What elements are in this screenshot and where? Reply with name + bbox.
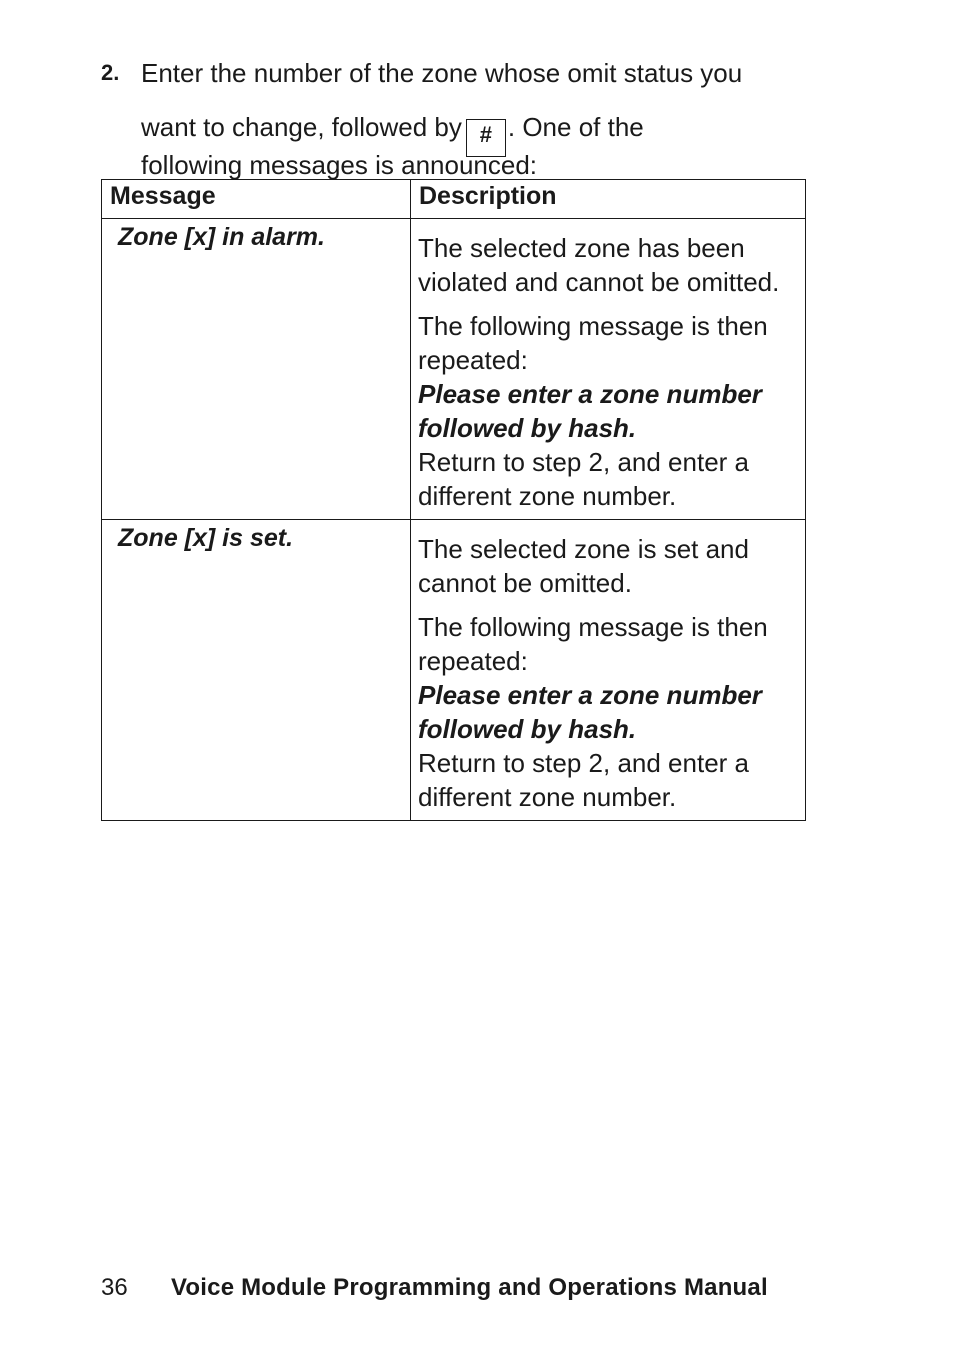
- followup-instruction: Return to step 2, and enter a different zone number.: [418, 447, 749, 511]
- description-paragraph: The selected zone has been violated and cannot be omitted.: [418, 233, 780, 297]
- step-text-line-1: Enter the number of the zone whose omit status you: [141, 58, 743, 88]
- step-text-after-key: . One of the: [507, 112, 644, 142]
- description-followup: [418, 610, 797, 814]
- page-number: 36: [101, 1274, 128, 1301]
- description-paragraph: The selected zone is set and cannot be omitted.: [418, 534, 749, 598]
- table-row: [102, 520, 806, 821]
- description-followup: [418, 309, 797, 513]
- description-cell: [411, 219, 806, 520]
- repeated-prompt: Please enter a zone number followed by hash.: [418, 680, 762, 744]
- repeated-prompt: Please enter a zone number followed by hash.: [418, 379, 762, 443]
- message-cell: Zone [x] is set.: [102, 520, 411, 821]
- table-row: [102, 219, 806, 520]
- followup-intro: The following message is then repeated:: [418, 311, 768, 375]
- step-text-line-3: following messages is announced:: [141, 150, 538, 180]
- header-description: Description: [411, 180, 806, 219]
- messages-table: [101, 179, 806, 821]
- step-text: [141, 58, 821, 184]
- page-footer: [101, 1274, 768, 1302]
- manual-title: Voice Module Programming and Operations Manual: [171, 1274, 768, 1301]
- step-text-line-2: [141, 98, 821, 150]
- followup-instruction: Return to step 2, and enter a different zone number.: [418, 748, 749, 812]
- message-cell: Zone [x] in alarm.: [102, 219, 411, 520]
- table-header-row: [102, 180, 806, 219]
- step-number: 2.: [101, 60, 120, 85]
- header-message: Message: [102, 180, 411, 219]
- followup-intro: The following message is then repeated:: [418, 612, 768, 676]
- description-cell: [411, 520, 806, 821]
- hash-key-icon: #: [466, 119, 506, 157]
- step-text-before-key: want to change, followed by: [141, 112, 462, 142]
